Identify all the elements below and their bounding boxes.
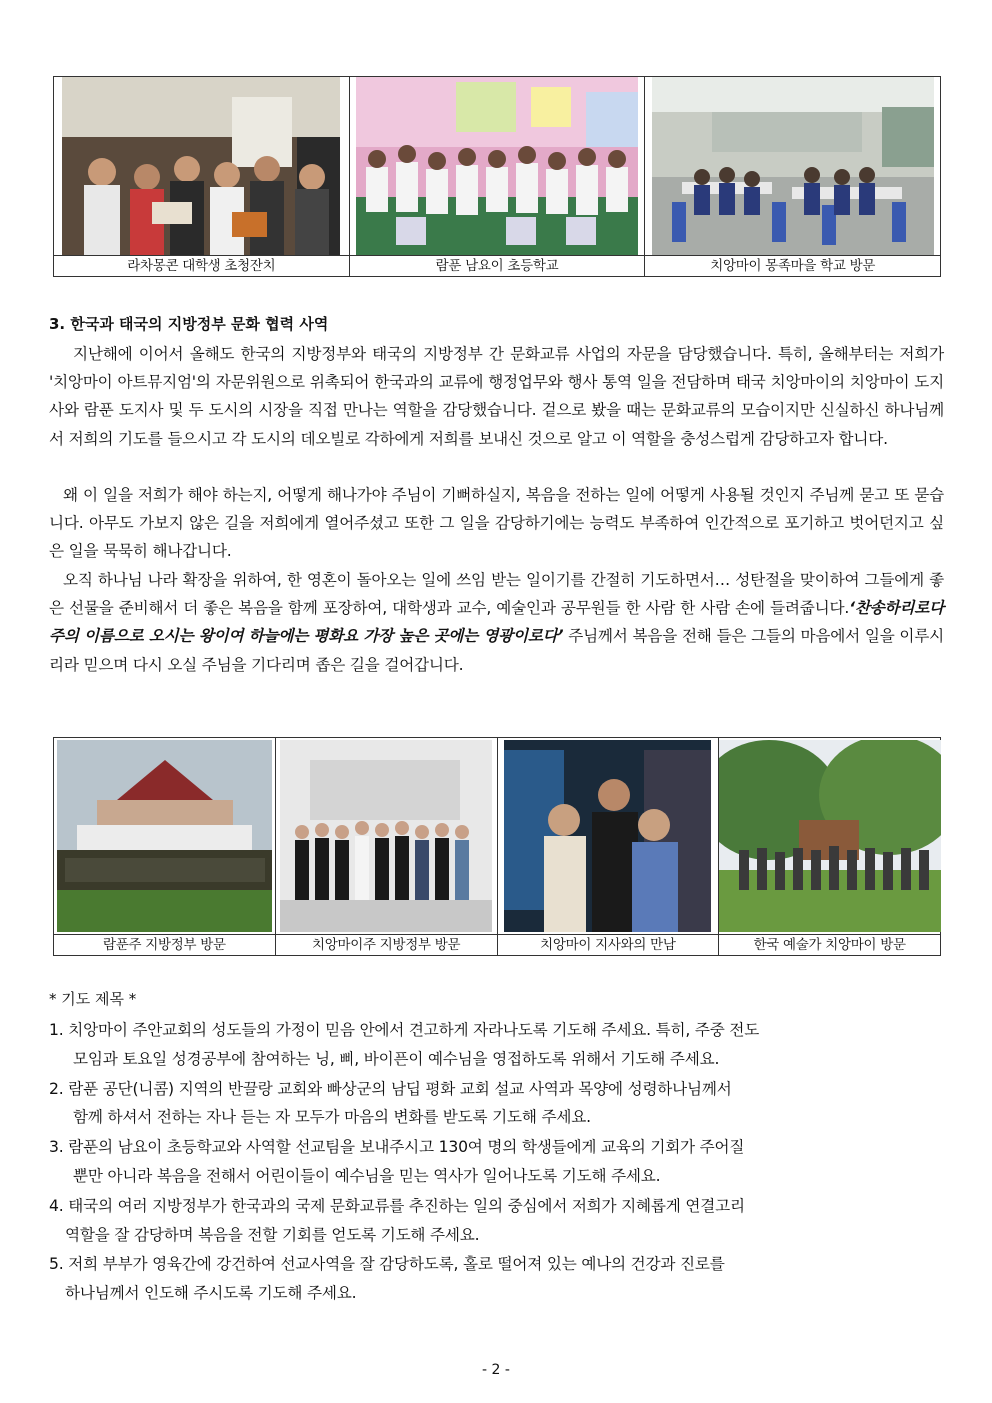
prayer-item-line: 3. 람푼의 남요이 초등학교와 사역할 선교팀을 보내주시고 130여 명의 학생들에게 교육의 기회가 주어질 (49, 1138, 745, 1157)
photo-cell (497, 738, 719, 935)
paragraph-text: 지난해에 이어서 올해도 한국의 지방정부와 태국의 지방정부 간 문화교류 사업의 자문을 담당했습니다. 특히, 올해부터는 저희가 '치앙마이 아트뮤지엄'의 자문위원으로 위촉되어 한국과의 교류에 행정업무와 행사 통역 일을 전담하며 태국 치앙마이의 치앙마이 도지사와 람푼 도지사 및 두 도시의 시장을 직접 만나는 역할을 감당했습니다. 겉으로 봤을 때는 문화교류의 모습이지만 신실하신 하나님께서 저희의 기도를 들으시고 각 도시의 데오빌로 각하에게 저희를 보내신 것으로 알고 이 역할을 충성스럽게 감당하고자 합니다. (49, 345, 944, 448)
photo-cell (54, 738, 276, 935)
prayer-item-line: 2. 람푼 공단(니콤) 지역의 반끌랑 교회와 빠상군의 남딥 평화 교회 설교 사역과 목양에 성령하나님께서 (49, 1079, 732, 1098)
prayer-item (49, 1075, 949, 1133)
photo-caption: 치앙마이 지사와의 만남 (497, 935, 719, 956)
prayer-item-line: 5. 저희 부부가 영육간에 강건하여 선교사역을 잘 감당하도록, 홀로 떨어져 있는 예나의 건강과 진로를 (49, 1255, 725, 1274)
prayer-list (49, 1016, 949, 1309)
photo-governor-meeting (504, 740, 711, 932)
photo-cell (645, 77, 941, 256)
paragraph-text: 오직 하나님 나라 확장을 위하여, 한 영혼이 돌아오는 일에 쓰임 받는 일이기를 간절히 기도하면서… 성탄절을 맞이하여 그들에게 좋은 선물을 준비해서 더 좋은 복음을 함께 포장하여, 대학생과 교수, 예술인과 공무원들 한 사람 한 사람 손에 들려줍니다. (49, 571, 944, 618)
prayer-heading: * 기도 제목 * (49, 990, 137, 1008)
photo-cell (275, 738, 497, 935)
prayer-item (49, 1133, 949, 1191)
photo-chiangmai-government (280, 740, 492, 932)
photo-korean-artists-visit (719, 740, 941, 932)
paragraph-closing: 주님께서 복음을 전해 들은 그들의 마음에서 일을 이루시리라 믿으며 다시 오실 주님을 기다리며 좁은 길을 걸어갑니다. (49, 627, 944, 674)
prayer-item-line: 모임과 토요일 성경공부에 참여하는 닝, 삐, 바이픈이 예수님을 영접하도록 위해서 기도해 주세요. (73, 1049, 720, 1068)
photo-caption: 치앙마이주 지방정부 방문 (275, 935, 497, 956)
prayer-item-line: 1. 치앙마이 주안교회의 성도들의 가정이 믿음 안에서 견고하게 자라나도록 기도해 주세요. 특히, 주중 전도 (49, 1021, 760, 1039)
section-title: 3. 한국과 태국의 지방정부 문화 협력 사역 (49, 315, 329, 333)
photo-caption: 람푼주 지방정부 방문 (54, 935, 276, 956)
prayer-item-line: 하나님께서 인도해 주시도록 기도해 주세요. (65, 1284, 357, 1303)
photo-lamphun-government (57, 740, 272, 932)
photo-caption: 한국 예술가 치앙마이 방문 (719, 935, 941, 956)
photo-caption: 라차몽콘 대학생 초청잔치 (54, 256, 350, 277)
photo-caption: 치앙마이 몽족마을 학교 방문 (645, 256, 941, 277)
prayer-item-line: 함께 하셔서 전하는 자나 듣는 자 모두가 마음의 변화를 받도록 기도해 주세요. (73, 1108, 591, 1127)
top-photo-table (53, 76, 941, 277)
paragraph-text: 왜 이 일을 저희가 해야 하는지, 어떻게 해나가야 주님이 기뻐하실지, 복음을 전하는 일에 어떻게 사용될 것인지 주님께 묻고 또 묻습니다. 아무도 가보지 않은 길을 저희에게 열어주셨고 또한 그 일을 감당하기에는 능력도 부족하여 인간적으로 포기하고 벗어던지고 싶은 일을 묵묵히 해나갑니다. (49, 486, 944, 561)
photo-caption: 람푼 남요이 초등학교 (349, 256, 645, 277)
photo-university-students (62, 77, 340, 255)
body-paragraph (49, 566, 944, 679)
photo-cell (349, 77, 645, 256)
photo-elementary-school (356, 77, 638, 255)
photo-cell (54, 77, 350, 256)
body-paragraph (49, 340, 944, 453)
photo-hmong-village-school (652, 77, 934, 255)
prayer-item (49, 1192, 949, 1250)
prayer-item-line: 뿐만 아니라 복음을 전해서 어린이들이 예수님을 믿는 역사가 일어나도록 기도해 주세요. (73, 1166, 661, 1185)
prayer-item-line: 역할을 잘 감당하며 복음을 전할 기회를 얻도록 기도해 주세요. (65, 1225, 480, 1244)
body-paragraph (49, 481, 944, 566)
photo-cell (719, 738, 941, 935)
prayer-item (49, 1250, 949, 1308)
prayer-item-line: 4. 태국의 여러 지방정부가 한국과의 국제 문화교류를 추진하는 일의 중심에서 저희가 지혜롭게 연결고리 (49, 1196, 745, 1215)
prayer-item (49, 1016, 949, 1074)
scripture-quote: ‘찬송하리로다 주의 이름으로 오시는 왕이여 하늘에는 평화요 가장 높은 곳에는 영광이로다’ (49, 599, 944, 646)
bottom-photo-table (53, 737, 941, 956)
page-number: - 2 - (482, 1362, 510, 1378)
